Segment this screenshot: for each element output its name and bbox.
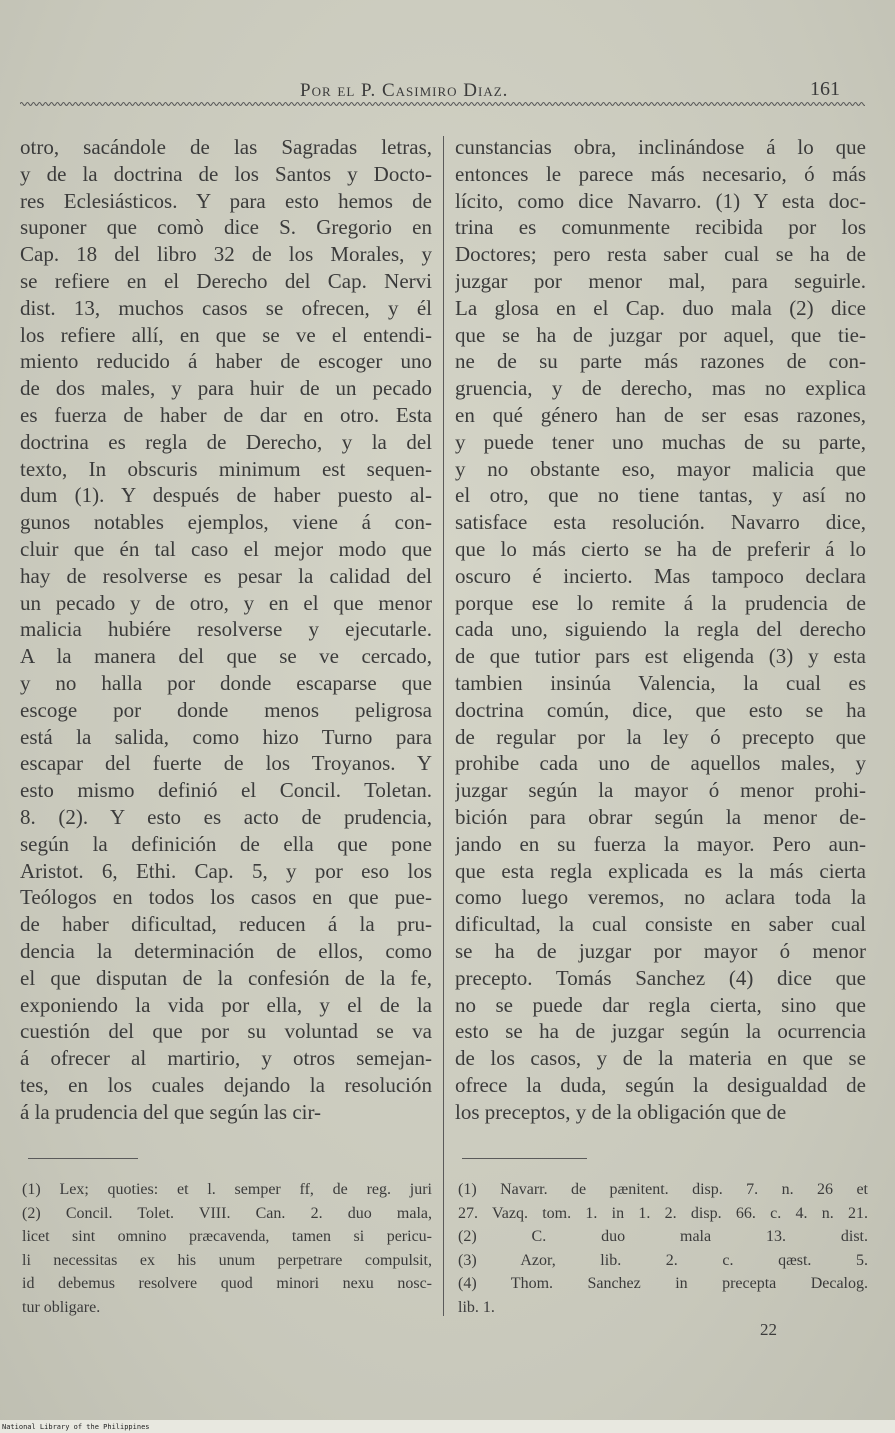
text-line: porque ese lo remite á la prudencia de xyxy=(455,590,866,615)
text-line: 8. (2). Y esto es acto de prudencia, xyxy=(20,804,432,829)
text-line: el que disputan de la confesión de la fe, xyxy=(20,965,432,990)
text-line: no se puede dar regla cierta, sino que xyxy=(455,992,866,1017)
text-line: miento reducido á haber de escoger uno xyxy=(20,349,432,374)
text-line: Aristot. 6, Ethi. Cap. 5, y por eso los xyxy=(20,858,432,883)
text-line: gunos notables ejemplos, viene á con- xyxy=(20,510,432,535)
left-footnotes xyxy=(22,1178,432,1320)
text-line: dum (1). Y después de haber puesto al- xyxy=(20,483,432,508)
ornamental-rule xyxy=(20,100,865,108)
text-line: La glosa en el Cap. duo mala (2) dice xyxy=(455,295,866,320)
scan-credit: National Library of the Philippines xyxy=(2,1423,150,1431)
text-line: texto, In obscuris minimum est sequen- xyxy=(20,456,432,481)
footnote-line: (3) Azor, lib. 2. c. qæst. 5. xyxy=(458,1251,868,1269)
text-line: como luego veremos, no aclara toda la xyxy=(455,885,866,910)
text-line: el otro, que no tiene tantas, y así no xyxy=(455,483,866,508)
text-line: que esta regla explicada es la más cierta xyxy=(455,858,866,883)
text-line: cuestión del que por su voluntad se va xyxy=(20,1019,432,1044)
text-line: tes, en los cuales dejando la resolución xyxy=(20,1072,432,1097)
text-line: de regular por la ley ó precepto que xyxy=(455,724,866,749)
text-line: los preceptos, y de la obligación que de xyxy=(455,1099,787,1124)
text-line: dificultad, la cual consiste en saber cual xyxy=(455,912,866,937)
text-line: escapar del fuerte de los Troyanos. Y xyxy=(20,751,432,776)
text-line: de haber dificultad, reducen á la pru- xyxy=(20,912,432,937)
text-line: en qué género han de ser esas razones, xyxy=(455,402,866,427)
text-line: res Eclesiásticos. Y para esto hemos de xyxy=(20,188,432,213)
text-line: escoge por donde menos peligrosa xyxy=(20,697,432,722)
text-line: doctrina común, dice, que esto se ha xyxy=(455,697,866,722)
text-line: prohibe cada uno de aquellos males, y xyxy=(455,751,866,776)
text-line: está la salida, como hizo Turno para xyxy=(20,724,432,749)
text-line: esto mismo definió el Concil. Toletan. xyxy=(20,778,432,803)
footnote-line: li necessitas ex his unum perpetrare compulsit, xyxy=(22,1251,432,1269)
text-line: Cap. 18 del libro 32 de los Morales, y xyxy=(20,242,432,267)
text-line: es fuerza de haber de dar en otro. Esta xyxy=(20,402,432,427)
page-number: 161 xyxy=(810,78,840,100)
footnote-line: (1) Navarr. de pænitent. disp. 7. n. 26 et xyxy=(458,1181,868,1198)
text-line: ne de su parte más razones de con- xyxy=(455,349,866,374)
text-line: un pecado y de otro, y en el que menor xyxy=(20,590,432,615)
text-line: doctrina es regla de Derecho, y la del xyxy=(20,429,432,454)
footnote-line: tur obligare. xyxy=(22,1298,101,1316)
text-line: juzgar según la mayor ó menor prohi- xyxy=(455,778,866,803)
text-line: entonces le parece más necesario, ó más xyxy=(455,161,866,186)
footnote-line: (4) Thom. Sanchez in precepta Decalog. xyxy=(458,1275,868,1293)
text-line: de los casos, y de la materia en que se xyxy=(455,1046,866,1071)
text-line: trina es comunmente recibida por los xyxy=(455,215,866,240)
footnote-rule-left xyxy=(28,1158,138,1159)
right-text-column xyxy=(455,134,866,1125)
text-line: y puede tener uno muchas de su parte, xyxy=(455,429,866,454)
text-line: gruencia, y de derecho, mas no explica xyxy=(455,376,866,401)
column-divider xyxy=(443,136,444,1316)
text-line: que lo más cierto se ha de preferir á lo xyxy=(455,536,866,561)
text-line: lícito, como dice Navarro. (1) Y esta doc- xyxy=(455,188,866,213)
text-line: cluir que én tal caso el mejor modo que xyxy=(20,536,432,561)
text-line: dencia la determinación de ellos, como xyxy=(20,938,432,963)
signature-mark: 22 xyxy=(760,1320,777,1339)
header-title: Por el P. Casimiro Diaz. xyxy=(300,80,509,101)
text-line: jando en su fuerza la mayor. Pero aun- xyxy=(455,831,866,856)
text-line: bición para obrar según la menor de- xyxy=(455,804,866,829)
footnote-rule-right xyxy=(462,1158,587,1159)
text-line: que se ha de juzgar por aquel, que tie- xyxy=(455,322,866,347)
footnote-line: licet sint omnino præcavenda, tamen si pericu- xyxy=(22,1228,432,1246)
footnote-line: 27. Vazq. tom. 1. in 1. 2. disp. 66. c. 4. n. 21. xyxy=(458,1204,868,1222)
right-footnotes xyxy=(458,1178,868,1320)
footnote-line: (2) Concil. Tolet. VIII. Can. 2. duo mala, xyxy=(22,1204,432,1222)
text-line: precepto. Tomás Sanchez (4) dice que xyxy=(455,965,866,990)
text-line: malicia hubiére resolverse y ejecutarle. xyxy=(20,617,432,642)
text-line: tambien insinúa Valencia, la cual es xyxy=(455,670,866,695)
text-line: los refiere allí, en que se ve el entendi- xyxy=(20,322,432,347)
text-line: cada uno, siguiendo la regla del derecho xyxy=(455,617,866,642)
text-line: juzgar por menor mal, para seguirle. xyxy=(455,268,866,293)
text-line: cunstancias obra, inclinándose á lo que xyxy=(455,135,866,159)
footnote-line: (1) Lex; quoties: et l. semper ff, de reg. juri xyxy=(22,1181,432,1198)
text-line: Doctores; pero resta saber cual se ha de xyxy=(455,242,866,267)
footnote-line: lib. 1. xyxy=(458,1298,495,1316)
text-line: y no obstante eso, mayor malicia que xyxy=(455,456,866,481)
text-line: á ofrecer al martirio, y otros semejan- xyxy=(20,1046,432,1071)
text-line: dist. 13, muchos casos se ofrecen, y él xyxy=(20,295,432,320)
text-line: de dos males, y para huir de un pecado xyxy=(20,376,432,401)
text-line: otro, sacándole de las Sagradas letras, xyxy=(20,135,432,159)
text-line: á la prudencia del que según las cir- xyxy=(20,1099,322,1124)
text-line: se refiere en el Derecho del Cap. Nervi xyxy=(20,268,432,293)
footnote-line: id debemus resolvere quod minori nexu nosc- xyxy=(22,1275,432,1293)
text-line: y no halla por donde escaparse que xyxy=(20,670,432,695)
text-line: esto se ha de juzgar según la ocurrencia xyxy=(455,1019,866,1044)
text-line: exponiendo la vida por ella, y el de la xyxy=(20,992,432,1017)
text-line: suponer que comò dice S. Gregorio en xyxy=(20,215,432,240)
footnote-line: (2) C. duo mala 13. dist. xyxy=(458,1228,868,1246)
text-line: hay de resolverse es pesar la calidad del xyxy=(20,563,432,588)
text-line: según la definición de ella que pone xyxy=(20,831,432,856)
text-line: satisface esta resolución. Navarro dice, xyxy=(455,510,866,535)
text-line: A la manera del que se ve cercado, xyxy=(20,644,432,669)
text-line: se ha de juzgar por mayor ó menor xyxy=(455,938,866,963)
text-line: ofrece la duda, según la desigualdad de xyxy=(455,1072,866,1097)
text-line: de que tutior pars est eligenda (3) y esta xyxy=(455,644,866,669)
text-line: Teólogos en todos los casos en que pue- xyxy=(20,885,432,910)
text-line: y de la doctrina de los Santos y Docto- xyxy=(20,161,432,186)
left-text-column xyxy=(20,134,432,1125)
text-line: oscuro é incierto. Mas tampoco declara xyxy=(455,563,866,588)
